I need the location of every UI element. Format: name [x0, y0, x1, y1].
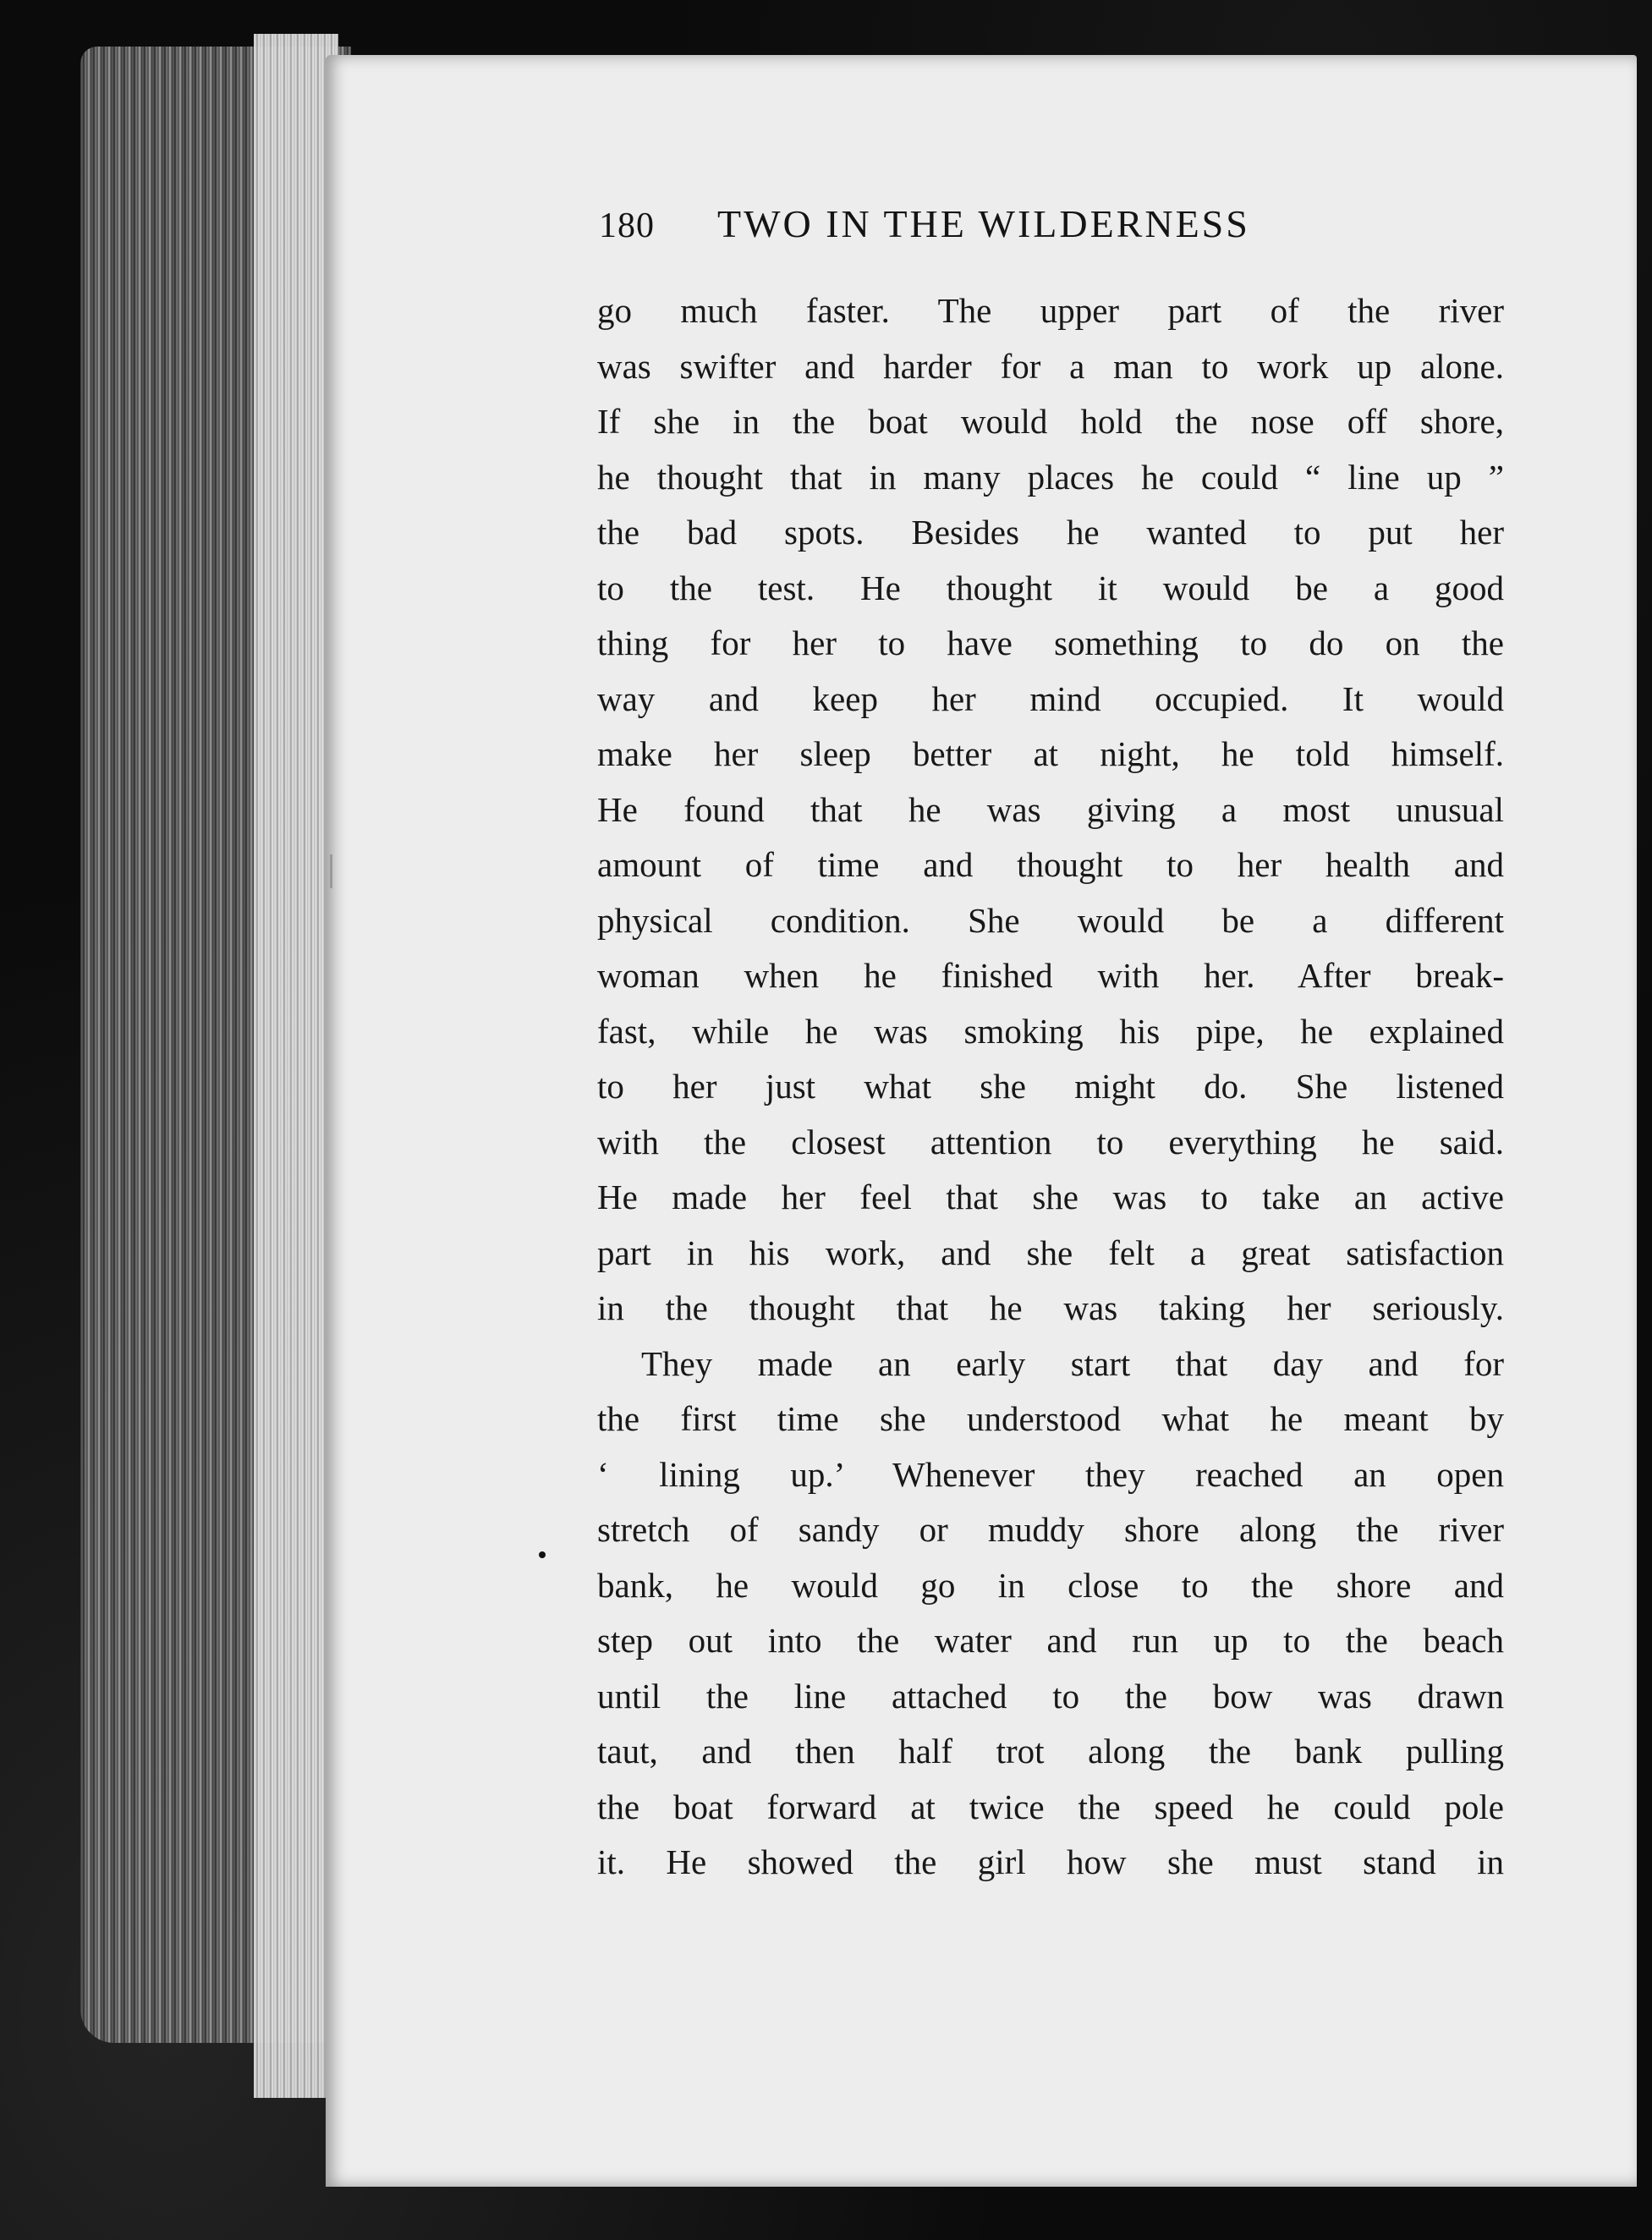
text-line: in the thought that he was taking her seriously.: [597, 1288, 1504, 1327]
text-line: step out into the water and run up to the beach: [597, 1621, 1504, 1660]
text-line: He made her feel that she was to take an active: [597, 1178, 1504, 1216]
text-line: the boat forward at twice the speed he could pole: [597, 1787, 1504, 1826]
text-line: he thought that in many places he could “ line up ”: [597, 457, 1504, 497]
text-line: stretch of sandy or muddy shore along the river: [597, 1510, 1504, 1549]
text-line: thing for her to have something to do on the: [597, 623, 1504, 662]
page-mark: [330, 854, 332, 888]
text-line: physical condition. She would be a different: [597, 900, 1504, 940]
text-line: bank, he would go in close to the shore and: [597, 1565, 1504, 1605]
text-line: They made an early start that day and for: [641, 1343, 1504, 1383]
text-line: until the line attached to the bow was drawn: [597, 1676, 1504, 1716]
text-line: woman when he finished with her. After break-: [597, 956, 1504, 995]
text-line: it. He showed the girl how she must stand in: [597, 1842, 1504, 1881]
ink-speck: [539, 1551, 546, 1558]
text-line: If she in the boat would hold the nose off shore,: [597, 402, 1504, 441]
text-line: taut, and then half trot along the bank pulling: [597, 1732, 1504, 1771]
running-title: TWO IN THE WILDERNESS: [717, 202, 1250, 245]
text-line: He found that he was giving a most unusual: [597, 789, 1504, 829]
text-line: to her just what she might do. She listened: [597, 1067, 1504, 1106]
text-line: amount of time and thought to her health and: [597, 845, 1504, 884]
text-line: was swifter and harder for a man to work up alone.: [597, 346, 1504, 386]
text-line: to the test. He thought it would be a good: [597, 568, 1504, 607]
text-line: make her sleep better at night, he told himself.: [597, 734, 1504, 773]
text-line: with the closest attention to everything he said.: [597, 1122, 1504, 1161]
text-line: ‘ lining up.’ Whenever they reached an open: [597, 1454, 1504, 1494]
text-line: go much faster. The upper part of the river: [597, 291, 1504, 330]
text-line: the bad spots. Besides he wanted to put her: [597, 513, 1504, 552]
text-line: the first time she understood what he meant by: [597, 1399, 1504, 1438]
text-line: fast, while he was smoking his pipe, he explained: [597, 1011, 1504, 1051]
text-line: way and keep her mind occupied. It would: [597, 678, 1504, 718]
text-line: part in his work, and she felt a great satisfaction: [597, 1233, 1504, 1272]
body-text: [597, 283, 1504, 1891]
page-number: 180: [599, 206, 655, 245]
running-head: [599, 201, 1504, 261]
